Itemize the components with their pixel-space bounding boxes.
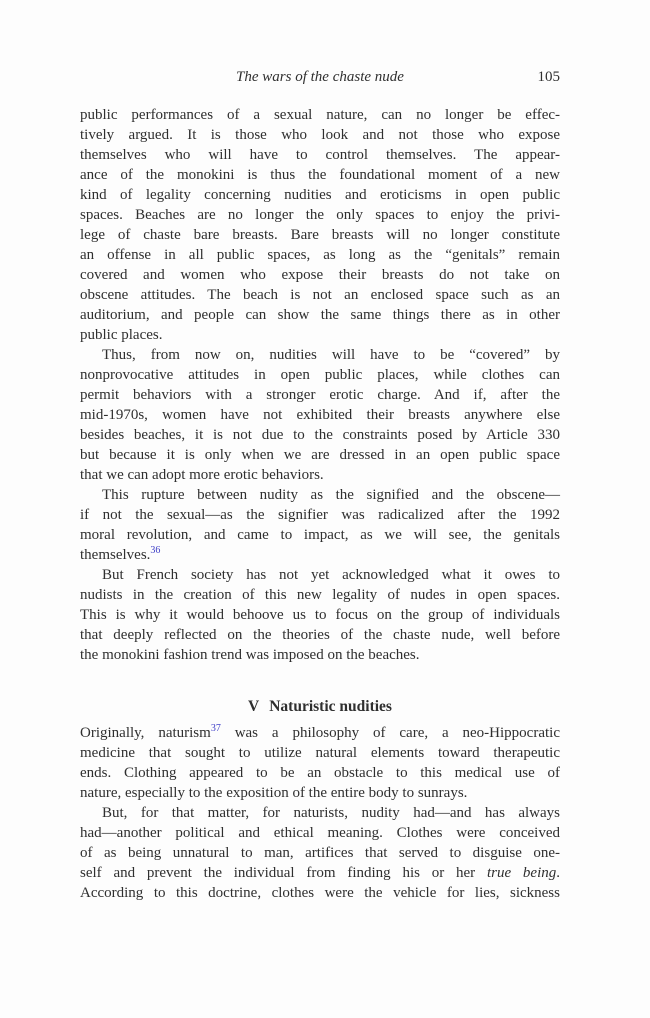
text-line: but because it is only when we are dressed in an open public space — [80, 447, 560, 463]
text-line: But, for that matter, for naturists, nudity had—and has always — [102, 805, 560, 821]
text-line: spaces. Beaches are no longer the only spaces to enjoy the privi- — [80, 207, 560, 223]
section-title: Naturistic nudities — [269, 698, 392, 715]
section-number: V — [248, 698, 260, 715]
body-text — [80, 105, 560, 903]
text-line: permit behaviors with a stronger erotic charge. And if, after the — [80, 387, 560, 403]
page-number: 105 — [537, 69, 560, 85]
text-line: Thus, from now on, nudities will have to be “covered” by — [102, 347, 560, 363]
text-line: medicine that sought to utilize natural elements toward therapeutic — [80, 745, 560, 761]
text-line: obscene attitudes. The beach is not an enclosed space such as an — [80, 287, 560, 303]
text-line: nudists in the creation of this new legality of nudes in open spaces. — [80, 587, 560, 603]
text-line: an offense in all public spaces, as long as the “genitals” remain — [80, 247, 560, 263]
text-line: lege of chaste bare breasts. Bare breasts will no longer constitute — [80, 227, 560, 243]
text-line: themselves who will have to control themselves. The appear- — [80, 147, 560, 163]
paragraph — [80, 105, 560, 345]
section-heading — [80, 697, 560, 717]
text-line: auditorium, and people can show the same things there as in other — [80, 307, 560, 323]
text-line: This rupture between nudity as the signified and the obscene— — [102, 487, 560, 503]
paragraph — [80, 803, 560, 903]
text-line: But French society has not yet acknowledged what it owes to — [102, 567, 560, 583]
text-block — [80, 67, 560, 903]
paragraph — [80, 345, 560, 485]
paragraph — [80, 485, 560, 565]
running-header — [80, 67, 560, 87]
text-line: besides beaches, it is not due to the constraints posed by Article 330 — [80, 427, 560, 443]
text-line: nature, especially to the exposition of the entire body to sunrays. — [80, 785, 468, 801]
text-line: nonprovocative attitudes in open public places, while clothes can — [80, 367, 560, 383]
text-line: themselves.$^{36}$ — [80, 545, 161, 563]
running-header-title: The wars of the chaste nude — [236, 69, 404, 85]
text-line: the monokini fashion trend was imposed on the beaches. — [80, 647, 420, 663]
text-line: Originally, naturism$^{37}$ was a philosophy of care, a neo-Hippocratic — [80, 723, 560, 741]
text-line: public places. — [80, 327, 163, 343]
italic-text: true being — [486, 865, 557, 881]
text-line: public performances of a sexual nature, can no longer be effec- — [80, 107, 560, 123]
text-line: kind of legality concerning nudities and eroticisms in open public — [80, 187, 560, 203]
text-line: moral revolution, and came to impact, as we will see, the genitals — [80, 527, 560, 543]
text-line: According to this doctrine, clothes were the vehicle for lies, sickness — [80, 885, 560, 901]
paragraph — [80, 565, 560, 665]
text-line: that we can adopt more erotic behaviors. — [80, 467, 324, 483]
text-line: ends. Clothing appeared to be an obstacle to this medical use of — [80, 765, 560, 781]
paragraph — [80, 723, 560, 803]
text-line: of as being unnatural to man, artifices that served to disguise one- — [80, 845, 560, 861]
text-line: tively argued. It is those who look and not those who expose — [80, 127, 560, 143]
text-line: if not the sexual—as the signifier was radicalized after the 1992 — [80, 507, 560, 523]
text-line: that deeply reflected on the theories of the chaste nude, well before — [80, 627, 560, 643]
footnote-ref-37[interactable]: 37 — [210, 723, 221, 734]
text-line: This is why it would behoove us to focus on the group of individuals — [80, 607, 560, 623]
text-line: ance of the monokini is thus the foundational moment of a new — [80, 167, 560, 183]
text-line: covered and women who expose their breasts do not take on — [80, 267, 560, 283]
text-line: self and prevent the individual from finding his or her true being. — [80, 865, 560, 881]
footnote-ref-36[interactable]: 36 — [150, 545, 161, 556]
text-line: mid-1970s, women have not exhibited their breasts anywhere else — [80, 407, 560, 423]
text-line: had—another political and ethical meaning. Clothes were conceived — [80, 825, 560, 841]
